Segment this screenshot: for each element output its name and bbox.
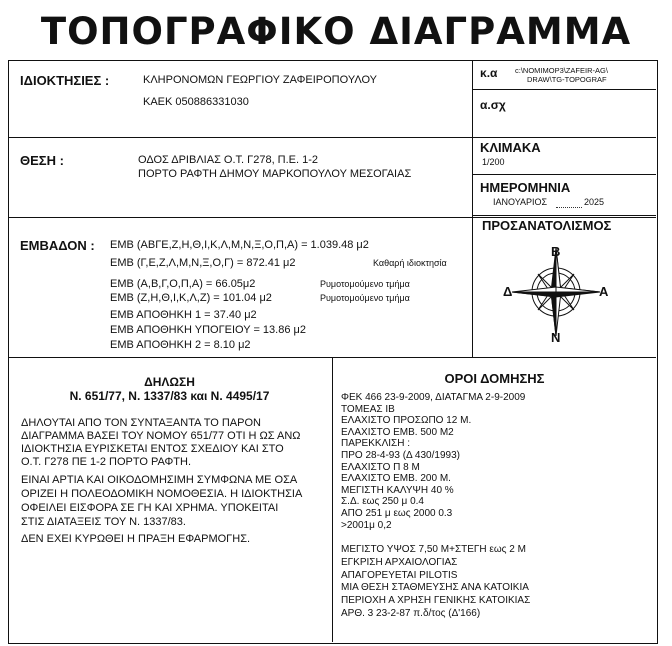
date-label: ΗΜΕΡΟΜΗΝΙΑ: [480, 180, 571, 195]
divider-owners: [9, 137, 656, 138]
area-row-1: ΕΜΒ (ΑΒΓΕ,Ζ,Η,Θ,Ι,Κ,Λ,Μ,Ν,Ξ,Ο,Π,Α) = 1.039.48 μ2: [110, 239, 369, 251]
area-row-6: ΕΜΒ ΑΠΟΘΗΚΗ ΥΠΟΓΕΙΟΥ = 13.86 μ2: [110, 324, 306, 336]
area-row-3: ΕΜΒ (Α,Β,Γ,Ο,Π,Α) = 66.05μ2: [110, 278, 256, 290]
compass-rose-icon: [510, 246, 602, 338]
terms-line-18: ΑΡΘ. 3 23-2-87 π.δ/τος (Δ'166): [341, 607, 481, 619]
terms-line-1: ΦΕΚ 466 23-9-2009, ΔΙΑΤΑΓΜΑ 2-9-2009: [341, 392, 526, 403]
terms-line-6: ΠΡΟ 28-4-93 (Δ 430/1993): [341, 449, 460, 461]
declaration-line-9: ΔΕΝ ΕΧΕΙ ΚΥΡΩΘΕΙ Η ΠΡΑΞΗ ΕΦΑΡΜΟΓΗΣ.: [21, 533, 251, 545]
terms-title: ΟΡΟΙ ΔΟΜΗΣΗΣ: [444, 371, 545, 386]
terms-line-4: ΕΛΑΧΙΣΤΟ ΕΜΒ. 500 Μ2: [341, 426, 454, 438]
terms-line-13: ΜΕΓΙΣΤΟ ΥΨΟΣ 7,50 Μ+ΣΤΕΓΗ εως 2 Μ: [341, 544, 526, 555]
terms-line-16: ΜΙΑ ΘΕΣΗ ΣΤΑΘΜΕΥΣΗΣ ΑΝΑ ΚΑΤΟΙΚΙΑ: [341, 582, 529, 594]
terms-line-9: ΜΕΓΙΣΤΗ ΚΑΛΥΨΗ 40 %: [341, 484, 454, 496]
divider-right-column: [472, 61, 473, 357]
compass-west: Δ: [503, 284, 513, 299]
location-line2: ΠΟΡΤΟ ΡΑΦΤΗ ΔΗΜΟΥ ΜΑΡΚΟΠΟΥΛΟΥ ΜΕΣΟΓΑΙΑΣ: [138, 168, 412, 180]
terms-line-12: >2001μ 0,2: [341, 519, 392, 531]
terms-line-2: ΤΟΜΕΑΣ ΙΒ: [341, 403, 395, 415]
terms-line-5: ΠΑΡΕΚΚΛΙΣΗ :: [341, 438, 410, 450]
declaration-line-4: Ο.Τ. Γ278 ΠΕ 1-2 ΠΟΡΤΟ ΡΑΦΤΗ.: [21, 456, 192, 468]
location-label: ΘΕΣΗ :: [20, 153, 64, 168]
terms-list-2: [341, 544, 530, 621]
divider-ka: [472, 89, 656, 90]
date-year: 2025: [584, 197, 605, 207]
compass-east: Α: [599, 284, 609, 299]
date-month: ΙΑΝΟΥΑΡΙΟΣ: [493, 197, 548, 207]
area-row-3-note: Ρυμοτομούμενο τμήμα: [320, 279, 410, 289]
declaration-line-6: ΟΡΙΖΕΙ Η ΠΟΛΕΟΔΟΜΙΚΗ ΝΟΜΟΘΕΣΙΑ. Η ΙΔΙΟΚΤΗΣΙΑ: [21, 488, 303, 500]
ka-label: κ.α: [480, 66, 498, 80]
location-line1: ΟΔΟΣ ΔΡΙΒΛΙΑΣ Ο.Τ. Γ278, Π.Ε. 1-2: [138, 154, 319, 166]
owners-label: ΙΔΙΟΚΤΗΣΙΕΣ :: [20, 73, 110, 88]
terms-line-7: ΕΛΑΧΙΣΤΟ Π 8 Μ: [341, 461, 420, 473]
terms-line-14: ΕΓΚΡΙΣΗ ΑΡΧΑΙΟΛΟΓΙΑΣ: [341, 556, 458, 568]
terms-line-10: Σ.Δ. εως 250 μ 0.4: [341, 496, 424, 508]
terms-line-17: ΠΕΡΙΟΧΗ Α ΧΡΗΣΗ ΓΕΝΙΚΗΣ ΚΑΤΟΙΚΙΑΣ: [341, 595, 531, 607]
owners-kaek: ΚΑΕΚ 050886331030: [143, 96, 249, 108]
declaration-line-1: ΔΗΛΟΥΤΑΙ ΑΠΟ ΤΟΝ ΣΥΝΤΑΞΑΝΤΑ ΤΟ ΠΑΡΟΝ: [21, 417, 261, 429]
compass-south: Ν: [551, 330, 561, 345]
area-row-4: ΕΜΒ (Ζ,Η,Θ,Ι,Κ,Λ,Ζ) = 101.04 μ2: [110, 292, 272, 304]
asx-label: α.σχ: [480, 98, 506, 112]
declaration-line-8: ΣΤΙΣ ΔΙΑΤΑΞΕΙΣ ΤΟΥ Ν. 1337/83.: [21, 516, 186, 528]
document-frame: [8, 60, 658, 644]
area-row-2: ΕΜΒ (Γ,Ε,Ζ,Λ,Μ,Ν,Ξ,Ο,Γ) = 872.41 μ2: [110, 257, 296, 269]
area-label: ΕΜΒΑΔΟΝ :: [20, 238, 95, 253]
divider-bottom-columns: [332, 357, 333, 642]
orientation-label: ΠΡΟΣΑΝΑΤΟΛΙΣΜΟΣ: [482, 218, 612, 233]
owners-name: ΚΛΗΡΟΝΟΜΩΝ ΓΕΩΡΓΙΟΥ ΖΑΦΕΙΡΟΠΟΥΛΟΥ: [143, 74, 377, 86]
date-dots: [556, 207, 582, 208]
compass-north: Β: [551, 244, 561, 259]
scale-value: 1/200: [482, 157, 505, 167]
terms-line-15: ΑΠΑΓΟΡΕΥΕΤΑΙ PILOTIS: [341, 569, 458, 581]
declaration-laws: Ν. 651/77, Ν. 1337/83 και Ν. 4495/17: [69, 389, 270, 403]
terms-line-3: ΕΛΑΧΙΣΤΟ ΠΡΟΣΩΠΟ 12 Μ.: [341, 415, 472, 427]
area-row-7: ΕΜΒ ΑΠΟΘΗΚΗ 2 = 8.10 μ2: [110, 339, 251, 351]
area-row-2-note: Καθαρή ιδιοκτησία: [373, 258, 447, 268]
declaration-line-2: ΔΙΑΓΡΑΜΜΑ ΒΑΣΕΙ ΤΟΥ ΝΟΜΟΥ 651/77 ΟΤΙ Η ΩΣ ΑΝΩ: [21, 430, 301, 442]
area-row-5: ΕΜΒ ΑΠΟΘΗΚΗ 1 = 37.40 μ2: [110, 309, 257, 321]
divider-scale: [472, 174, 656, 175]
document-title: ΤΟΠΟΓΡΑΦΙΚΟ ΔΙΑΓΡΑΜΜΑ: [40, 10, 632, 53]
terms-list: [341, 392, 525, 531]
terms-line-11: ΑΠΟ 251 μ εως 2000 0.3: [341, 507, 453, 519]
declaration-line-3: ΙΔΙΟΚΤΗΣΙΑ ΕΥΡΙΣΚΕΤΑΙ ΕΝΤΟΣ ΣΧΕΔΙΟΥ ΚΑΙ ΣΤΟ: [21, 443, 284, 455]
terms-line-8: ΕΛΑΧΙΣΤΟ ΕΜΒ. 200 Μ.: [341, 473, 451, 485]
declaration-line-5: ΕΙΝΑΙ ΑΡΤΙΑ ΚΑΙ ΟΙΚΟΔΟΜΗΣΙΜΗ ΣΥΜΦΩΝΑ ΜΕ ΟΣΑ: [21, 474, 298, 486]
area-row-4-note: Ρυμοτομούμενο τμήμα: [320, 293, 410, 303]
divider-date: [472, 215, 656, 216]
ka-path-line1: c:\NOMIMOP3\ZAFEIR-AG\: [515, 66, 608, 75]
declaration-line-7: ΟΦΕΙΛΕΙ ΕΙΣΦΟΡΑ ΣΕ ΓΗ ΚΑΙ ΧΡΗΜΑ. ΥΠΟΚΕΙΤΑΙ: [21, 502, 279, 514]
declaration-title: ΔΗΛΩΣΗ: [144, 375, 195, 389]
scale-label: ΚΛΙΜΑΚΑ: [480, 140, 541, 155]
ka-path-line2: DRAW\TG-TOPOGRAF: [527, 75, 607, 84]
